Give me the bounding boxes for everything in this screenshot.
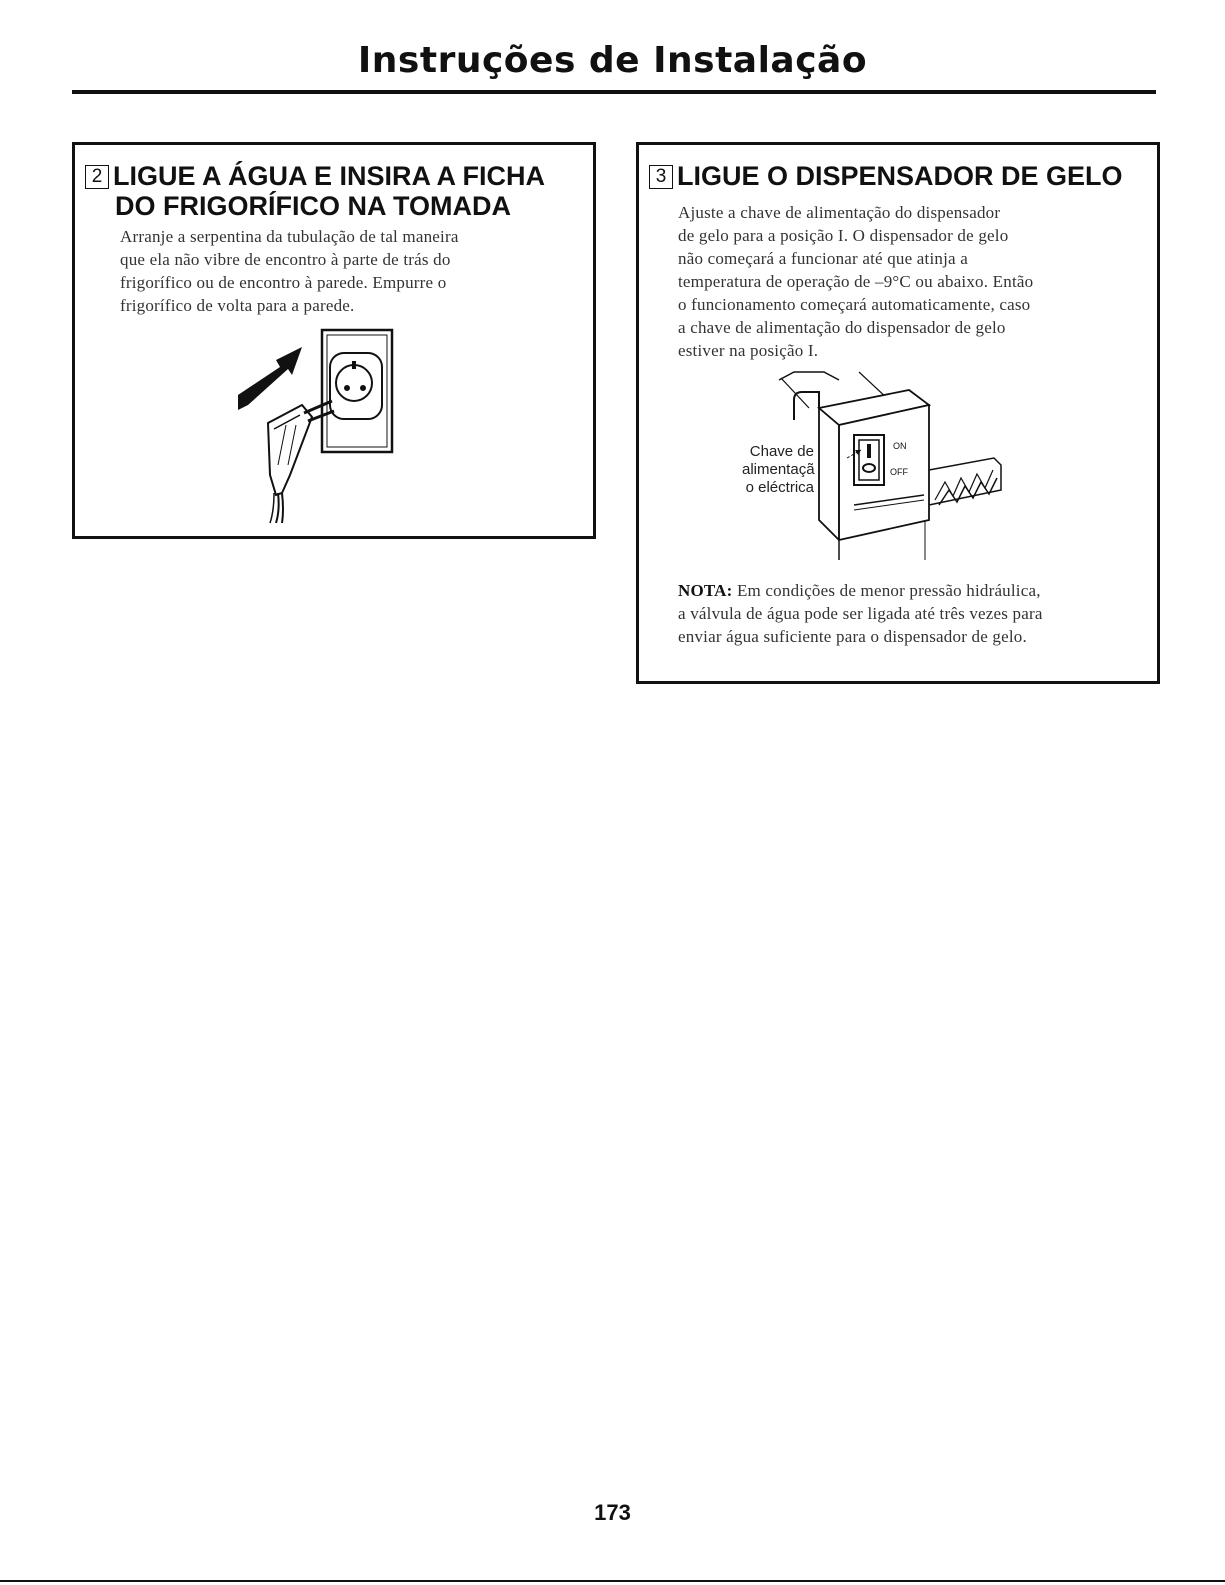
step-3-body — [678, 201, 1033, 362]
step-3-body-line: a chave de alimentação do dispensador de gelo — [678, 318, 1006, 337]
wall-socket-icon — [322, 330, 392, 452]
switch-callout — [742, 443, 814, 497]
step-2-heading — [85, 161, 545, 221]
step-2-number: 2 — [85, 165, 109, 189]
step-3-body-line: temperatura de operação de –9°C ou abaixo. Então — [678, 272, 1034, 291]
plug-icon — [268, 401, 334, 523]
step-3-heading — [649, 161, 1123, 191]
title-rule — [72, 90, 1156, 94]
step-3-body-line: estiver na posição I. — [678, 341, 819, 360]
switch-callout-line: o eléctrica — [745, 479, 814, 496]
page-number: 173 — [594, 1500, 631, 1525]
page-title: Instruções de Instalação — [357, 40, 868, 81]
step-2-body-line: que ela não vibre de encontro à parte de trás do — [120, 250, 451, 269]
step-3-body-line: o funcionamento começará automaticamente, caso — [678, 295, 1031, 314]
switch-on-label: ON — [893, 441, 907, 451]
switch-callout-line: alimentaçã — [742, 461, 815, 478]
power-switch-icon — [854, 435, 884, 485]
step-2-panel — [72, 142, 596, 539]
step-3-note — [678, 579, 1043, 648]
step-3-body-line: não começará a funcionar até que atinja a — [678, 249, 968, 268]
step-2-heading-line-2: DO FRIGORÍFICO NA TOMADA — [115, 191, 511, 221]
step-3-body-line: de gelo para a posição I. O dispensador de gelo — [678, 226, 1009, 245]
note-line: Em condições de menor pressão hidráulica, — [732, 581, 1041, 600]
step-2-body — [120, 225, 459, 317]
note-label: NOTA: — [678, 581, 733, 600]
step-3-body-line: Ajuste a chave de alimentação do dispensador — [678, 203, 1001, 222]
plug-socket-illustration — [230, 325, 410, 525]
step-3-panel — [636, 142, 1160, 684]
switch-off-label: OFF — [890, 467, 908, 477]
step-3-heading-text: LIGUE O DISPENSADOR DE GELO — [677, 161, 1123, 191]
step-3-number: 3 — [649, 165, 673, 189]
insert-arrow-icon — [238, 347, 302, 410]
step-2-body-line: frigorífico de volta para a parede. — [120, 296, 355, 315]
step-2-body-line: frigorífico ou de encontro à parede. Empurre o — [120, 273, 447, 292]
bottom-rule — [0, 1580, 1225, 1582]
step-2-heading-line-1: LIGUE A ÁGUA E INSIRA A FICHA — [113, 161, 545, 191]
note-line: enviar água suficiente para o dispensador de gelo. — [678, 627, 1027, 646]
switch-callout-line: Chave de — [749, 443, 814, 460]
step-2-body-line: Arranje a serpentina da tubulação de tal maneira — [120, 227, 459, 246]
note-line: a válvula de água pode ser ligada até três vezes para — [678, 604, 1043, 623]
